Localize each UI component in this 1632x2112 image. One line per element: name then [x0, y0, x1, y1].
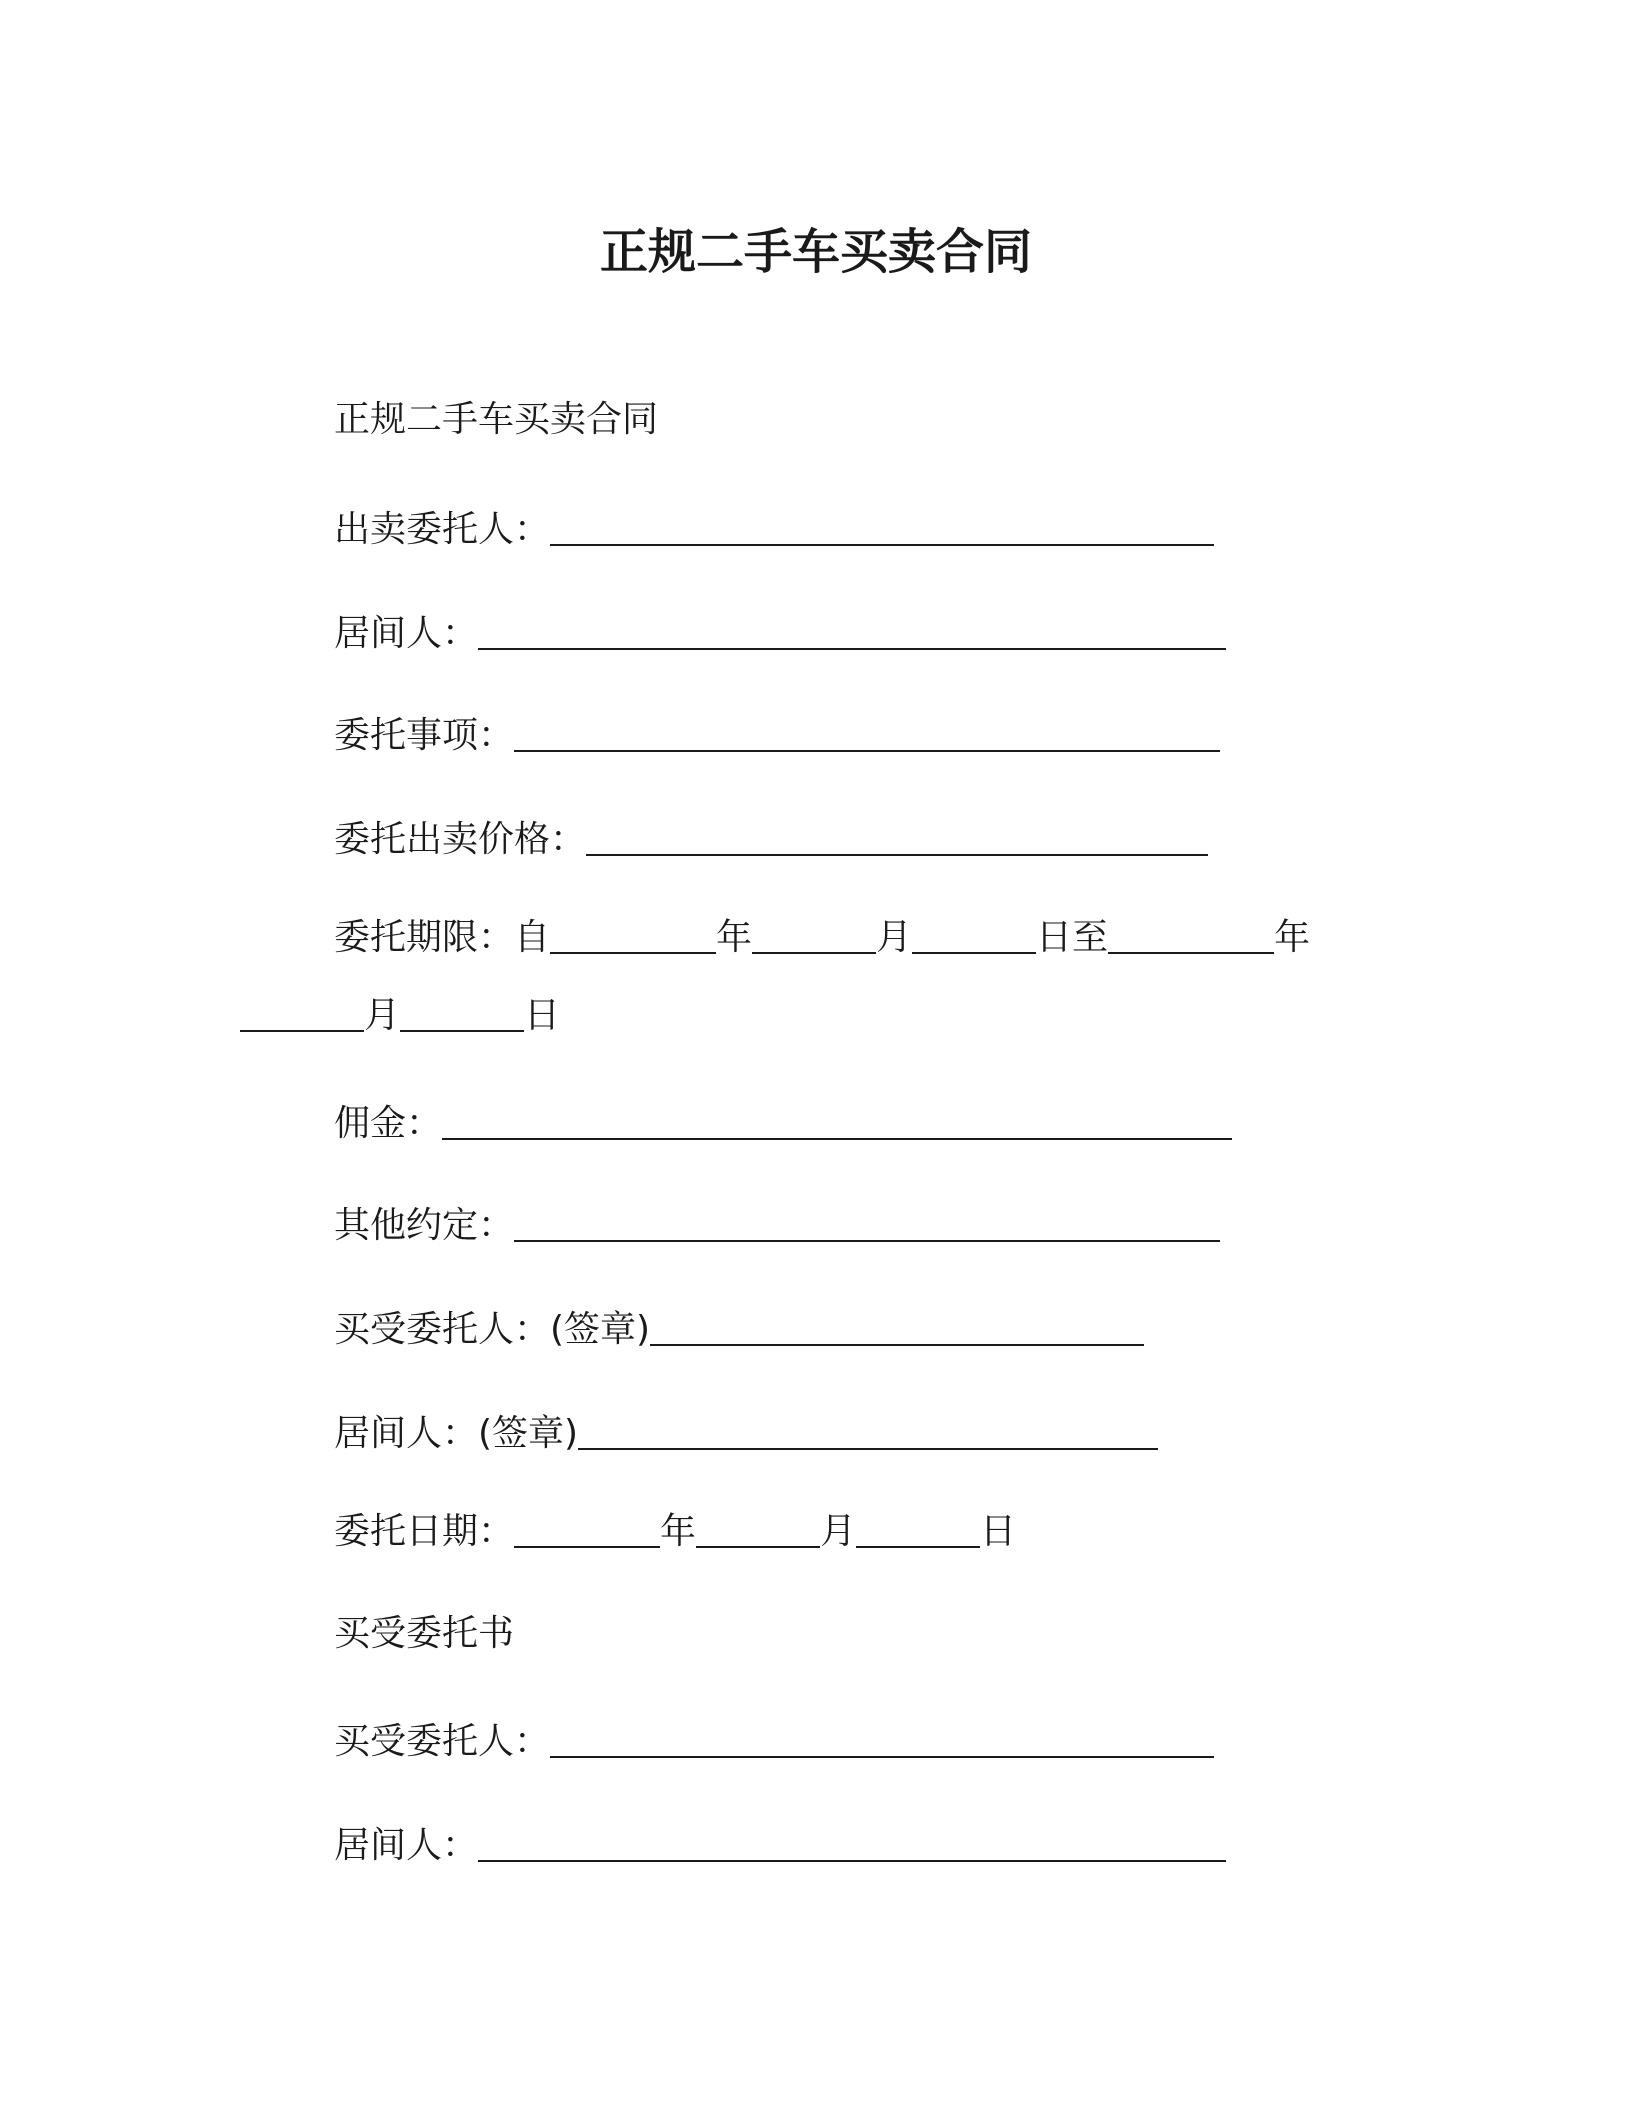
entrust-date-line — [334, 1510, 1016, 1554]
seller-principal-line — [334, 508, 1214, 552]
entrust-date-month-unit: 月 — [820, 1511, 857, 1552]
intermediary-label-1: 居间人： — [334, 613, 479, 654]
buyer-principal-line — [334, 1720, 1214, 1764]
term-end-day-unit: 日 — [524, 995, 561, 1036]
subtitle: 正规二手车买卖合同 — [334, 399, 659, 440]
intermediary-line-1 — [334, 612, 1226, 656]
buyer-section-heading: 买受委托书 — [334, 1613, 515, 1654]
seller-principal-blank[interactable] — [550, 514, 1214, 546]
subtitle-line — [334, 398, 658, 442]
buyer-section-line — [334, 1612, 514, 1656]
intermediary-sign-line — [334, 1412, 1158, 1456]
buyer-principal-label: 买受委托人： — [334, 1721, 551, 1762]
intermediary-label-2: 居间人： — [334, 1825, 479, 1866]
entrusted-price-blank[interactable] — [586, 824, 1208, 856]
term-end-day-blank[interactable] — [400, 1000, 524, 1032]
entrust-date-month-blank[interactable] — [696, 1516, 820, 1548]
term-label: 委托期限：自 — [334, 917, 551, 958]
entrusted-price-line — [334, 818, 1208, 862]
other-terms-label: 其他约定： — [334, 1205, 515, 1246]
term-end-month-blank[interactable] — [240, 1000, 364, 1032]
buyer-sign-line — [334, 1308, 1144, 1352]
term-start-year-unit: 年 — [716, 917, 753, 958]
term-start-day-blank[interactable] — [912, 922, 1036, 954]
buyer-sign-label: 买受委托人：(签章) — [334, 1309, 651, 1350]
entrusted-matter-blank[interactable] — [514, 720, 1220, 752]
intermediary-blank-1[interactable] — [478, 618, 1226, 650]
entrust-date-year-unit: 年 — [660, 1511, 697, 1552]
buyer-principal-blank[interactable] — [550, 1726, 1214, 1758]
commission-label: 佣金： — [334, 1103, 443, 1144]
entrust-date-label: 委托日期： — [334, 1511, 515, 1552]
commission-blank[interactable] — [442, 1108, 1232, 1140]
term-start-month-unit: 月 — [876, 917, 913, 958]
term-line — [334, 916, 1310, 960]
seller-principal-label: 出卖委托人： — [334, 509, 551, 550]
term-start-month-blank[interactable] — [752, 922, 876, 954]
intermediary-blank-2[interactable] — [478, 1830, 1226, 1862]
commission-line — [334, 1102, 1232, 1146]
entrusted-matter-line — [334, 714, 1220, 758]
entrust-date-year-blank[interactable] — [514, 1516, 660, 1548]
entrusted-price-label: 委托出卖价格： — [334, 819, 587, 860]
intermediary-line-2 — [334, 1824, 1226, 1868]
term-end-month-unit: 月 — [364, 995, 401, 1036]
term-end-year-unit: 年 — [1274, 917, 1311, 958]
document-title: 正规二手车买卖合同 — [599, 224, 1032, 280]
term-line-cont — [240, 994, 560, 1038]
term-start-year-blank[interactable] — [550, 922, 716, 954]
term-start-day-unit: 日至 — [1036, 917, 1109, 958]
other-terms-line — [334, 1204, 1220, 1248]
entrusted-matter-label: 委托事项： — [334, 715, 515, 756]
entrust-date-day-blank[interactable] — [856, 1516, 980, 1548]
entrust-date-day-unit: 日 — [980, 1511, 1017, 1552]
buyer-sign-blank[interactable] — [650, 1314, 1144, 1346]
other-terms-blank[interactable] — [514, 1210, 1220, 1242]
intermediary-sign-blank[interactable] — [578, 1418, 1158, 1450]
term-end-year-blank[interactable] — [1108, 922, 1274, 954]
intermediary-sign-label: 居间人：(签章) — [334, 1413, 579, 1454]
